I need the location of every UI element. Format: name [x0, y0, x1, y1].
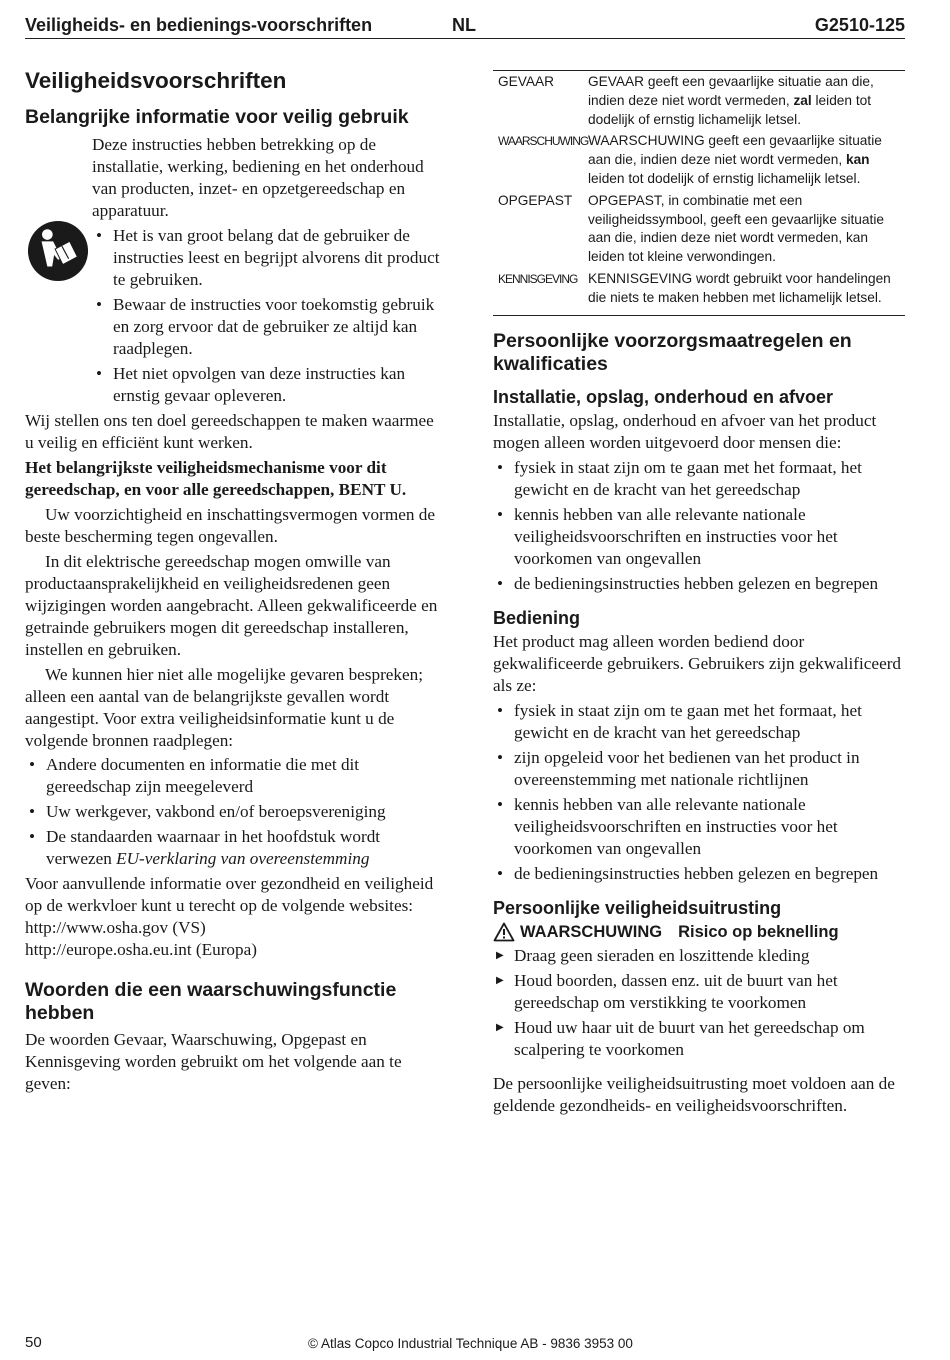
description-text: WAARSCHUWING geeft een gevaarlijke situatie aan die, indien deze niet wordt vermeden,	[588, 133, 882, 168]
warning-label: WAARSCHUWING	[520, 922, 663, 941]
left-column	[25, 62, 445, 1095]
paragraph: De persoonlijke veiligheidsuitrusting moet voldoen aan de geldende gezondheids- en veiligheidsvoorschriften.	[493, 1073, 895, 1115]
paragraph: We kunnen hier niet alle mogelijke gevaren bespreken; alleen een aantal van de belangrijkste gevallen wordt aangestipt. Voor extra veiligheidsinformatie kunt u de volgende bronnen raadplegen:	[25, 665, 424, 750]
warning-triangle-icon	[493, 922, 515, 942]
ppe-bullet-list	[493, 945, 905, 1061]
warning-line	[493, 921, 905, 943]
osha-us-link[interactable]: http://www.osha.gov (VS)	[25, 918, 206, 937]
table-row	[493, 132, 905, 188]
signal-description: OPGEPAST, in combinatie met een veiligheidssymbool, geeft een gevaarlijke situatie aan die, indien deze niet wordt vermeden, kan leiden tot kleine verwondingen.	[588, 192, 884, 265]
sources-bullet-list	[25, 754, 445, 870]
paragraph: In dit elektrische gereedschap mogen omwille van productaansprakelijkheid en veiligheidsredenen geen wijzigingen worden aangebracht. Alleen gekwalificeerde en getrainde gebruikers mogen dit gereedschap installeren, instellen en gebruiken.	[25, 552, 438, 659]
subsection-heading-operation: Bediening	[493, 607, 581, 628]
paragraph: Uw voorzichtigheid en inschattingsvermogen vormen de beste bescherming tegen ongevallen.	[25, 505, 435, 546]
description-text: leiden tot dodelijk of ernstig lichamelijk letsel.	[588, 170, 861, 186]
installation-bullet-list	[493, 457, 905, 595]
page-footer	[25, 1332, 905, 1352]
paragraph: De woorden Gevaar, Waarschuwing, Opgepast en Kennisgeving worden gebruikt om het volgende aan te geven:	[25, 1030, 402, 1093]
paragraph: Wij stellen ons ten doel gereedschappen te maken waarmee u veilig en efficiënt kunt werken.	[25, 411, 434, 452]
list-item: • kennis hebben van alle relevante nationale veiligheidsvoorschriften en instructies voor het voorkomen van ongevallen	[493, 504, 905, 570]
list-item: • Het is van groot belang dat de gebruiker de instructies leest en begrijpt alvorens dit product te gebruiken.	[92, 225, 445, 291]
paragraph: Voor aanvullende informatie over gezondheid en veiligheid op de werkvloer kunt u terecht op de volgende websites:	[25, 874, 434, 915]
signal-description	[588, 73, 905, 129]
page-header	[25, 10, 905, 39]
read-manual-icon	[27, 220, 89, 282]
description-text: GEVAAR geeft een gevaarlijke situatie aan die, indien deze niet wordt vermeden,	[588, 74, 874, 108]
paragraph: Installatie, opslag, onderhoud en afvoer van het product mogen alleen worden uitgevoerd door mensen die:	[493, 410, 877, 452]
list-item: • de bedieningsinstructies hebben gelezen en begrepen	[493, 573, 905, 595]
list-item: ▶ Houd uw haar uit de buurt van het gereedschap om scalpering te voorkomen	[493, 1017, 905, 1061]
section-heading-personal-precautions: Persoonlijke voorzorgsmaatregelen en kwalificaties	[493, 329, 852, 375]
header-language: NL	[452, 15, 476, 35]
table-row	[493, 192, 905, 267]
paragraph: Het product mag alleen worden bediend door gekwalificeerde gebruikers. Gebruikers zijn gekwalificeerd als ze:	[493, 631, 902, 695]
page-number: 50	[25, 1334, 42, 1351]
right-column	[493, 70, 905, 1117]
signal-description	[588, 132, 905, 188]
list-item	[25, 826, 445, 870]
table-row	[493, 73, 905, 129]
description-emphasis: kan	[845, 152, 870, 168]
list-item: • kennis hebben van alle relevante nationale veiligheidsvoorschriften en instructies voor het voorkomen van ongevallen	[493, 794, 905, 860]
list-item-text: De standaarden waarnaar in het hoofdstuk wordt verwezen	[46, 827, 381, 868]
signal-description: KENNISGEVING wordt gebruikt voor handelingen die niets te maken hebben met lichamelijk letsel.	[588, 270, 891, 305]
list-item: ▶ Houd boorden, dassen enz. uit de buurt van het gereedschap om verstikking te voorkomen	[493, 970, 905, 1014]
table-row	[493, 270, 905, 308]
list-item: • Het niet opvolgen van deze instructies kan ernstig gevaar opleveren.	[92, 363, 445, 407]
signal-term: WAARSCHUWING	[498, 134, 589, 149]
header-doc-code: G2510-125	[814, 15, 905, 35]
list-item: • fysiek in staat zijn om te gaan met het formaat, het gewicht en de kracht van het gereedschap	[493, 457, 905, 501]
eu-declaration-reference: EU-verklaring van overeenstemming	[116, 849, 370, 868]
description-emphasis: zal	[793, 92, 812, 108]
key-safety-text: Het belangrijkste veiligheidsmechanisme voor dit gereedschap, en voor alle gereedschappen, BENT U.	[25, 458, 407, 499]
header-title: Veiligheids- en bedienings-voorschriften	[25, 15, 373, 35]
operation-bullet-list	[493, 700, 905, 885]
list-item: • fysiek in staat zijn om te gaan met het formaat, het gewicht en de kracht van het gereedschap	[493, 700, 905, 744]
list-item: • de bedieningsinstructies hebben gelezen en begrepen	[493, 863, 905, 885]
osha-eu-link[interactable]: http://europe.osha.eu.int (Europa)	[25, 940, 257, 959]
signal-term: KENNISGEVING	[498, 271, 578, 286]
list-item: • Bewaar de instructies voor toekomstig gebruik en zorg ervoor dat de gebruiker ze altijd kan raadplegen.	[92, 294, 445, 360]
subsection-heading-installation: Installatie, opslag, onderhoud en afvoer	[493, 386, 834, 407]
description-text: leiden tot dodelijk of ernstig lichamelijk letsel.	[588, 92, 872, 127]
list-item: ▶ Draag geen sieraden en loszittende kleding	[493, 945, 905, 967]
list-item: • zijn opgeleid voor het bedienen van het product in overeenstemming met nationale richtlijnen	[493, 747, 905, 791]
signal-term: GEVAAR	[498, 74, 555, 89]
signal-word-table	[493, 70, 905, 316]
signal-term: OPGEPAST	[498, 192, 573, 208]
intro-text: Deze instructies hebben betrekking op de installatie, werking, bediening en het onderhoud van producten, inzet- en opzetgereedschap en apparatuur.	[92, 135, 424, 220]
subsection-heading-ppe: Persoonlijke veiligheidsuitrusting	[493, 897, 782, 918]
copyright-text: © Atlas Copco Industrial Technique AB - 9836 3953 00	[308, 1336, 633, 1351]
section-heading-signal-words: Woorden die een waarschuwingsfunctie hebben	[25, 979, 397, 1024]
key-safety-statement	[25, 457, 445, 501]
intro-block	[25, 134, 445, 407]
intro-bullet-list	[92, 225, 445, 407]
section-heading-safe-use: Belangrijke informatie voor veilig gebruik	[25, 106, 409, 128]
warning-text: Risico op beknelling	[678, 922, 839, 941]
list-item: • Andere documenten en informatie die met dit gereedschap zijn meegeleverd	[25, 754, 445, 798]
page-title: Veiligheidsvoorschriften	[25, 68, 287, 93]
list-item: • Uw werkgever, vakbond en/of beroepsvereniging	[25, 801, 445, 823]
